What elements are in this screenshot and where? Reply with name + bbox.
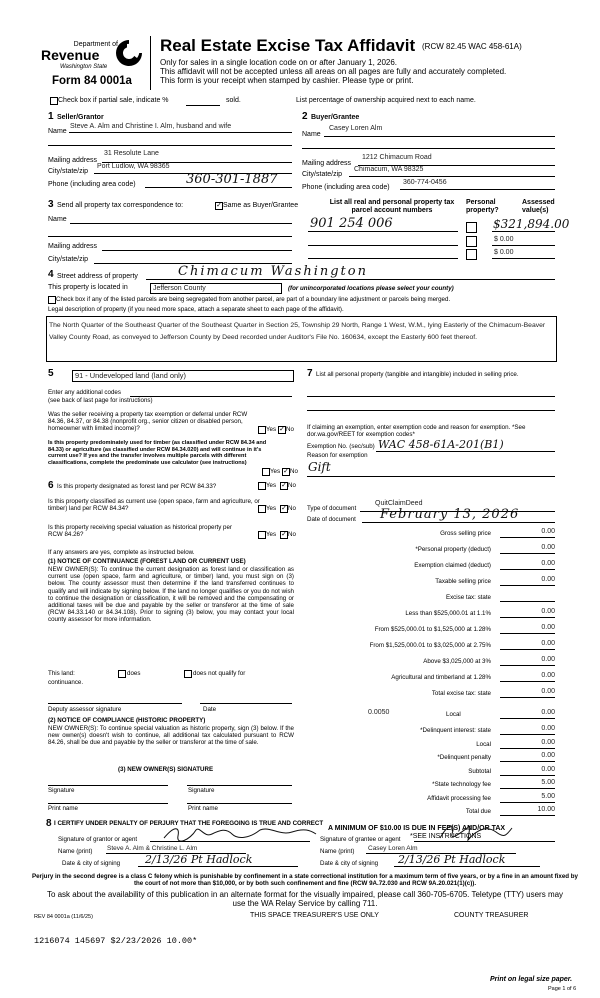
checked-mark-icon: ✓ (281, 531, 287, 538)
document-date-label: Date of document (307, 516, 356, 523)
notice-3-heading: (3) NEW OWNER(S) SIGNATURE (118, 766, 214, 773)
parcel-head-1: List all real and personal property tax (329, 199, 455, 206)
additional-codes-note: (see back of last page for instructions) (48, 397, 153, 404)
historic-question: Is this property receiving special valuation as historical property per RCW 84.26? (48, 524, 232, 539)
form-number: Form 84 0001a (52, 75, 132, 87)
tax-row-value[interactable]: 5.00 (541, 779, 555, 786)
section-3-mail-label: Mailing address (48, 243, 98, 250)
does-not-qualify-checkbox[interactable] (184, 670, 192, 678)
notice-2-body: NEW OWNER(S): To continue special valuation as historic property, sign (3) below. If the new owner(s) doesn't wish to continue, all additional tax calculated pursuant to RCW 84.26, shall be due and payable by the seller or transferor at the time of sale. (48, 725, 294, 747)
local-value[interactable]: 0.00 (541, 709, 555, 716)
form-title-ref: (RCW 82.45 WAC 458-61A) (422, 42, 522, 51)
grantee-date-value[interactable]: 2/13/26 Pt Hadlock (398, 853, 506, 866)
perjury-note: Perjury in the second degree is a class C felony which is punishable by confinement in a state correctional institution for a maximum term of five years, or by a fine in an amount fixed by the court of not more than $10,000, or by both such confinement and fine (RCW 9A.72.030 and RCW 9A.20.021(1)(c)). (31, 873, 578, 888)
forest-land-question: Is this property designated as forest land per RCW 84.33? (57, 483, 217, 490)
tax-row-value[interactable]: 0.00 (541, 544, 555, 551)
section-3-name-label: Name (48, 216, 67, 223)
tax-row-label: Total excise tax: state (431, 690, 491, 697)
grantor-signature-label: Signature of grantor or agent (58, 836, 138, 843)
seller-city-value[interactable]: Port Ludlow, WA 98365 (97, 163, 170, 170)
tax-row-label: Local (476, 740, 491, 748)
tax-row-label: From $1,525,000.01 to $3,025,000 at 2.75% (369, 642, 491, 649)
q2-no-checkbox[interactable] (282, 468, 290, 476)
buyer-phone-label: Phone (including area code) (302, 184, 390, 191)
grantor-date-label: Date & city of signing (62, 860, 121, 867)
parcel-head-2: parcel account numbers (351, 207, 433, 214)
section-3-city-label: City/state/zip (48, 256, 89, 263)
buyer-city-value[interactable]: Chimacum, WA 98325 (354, 166, 424, 173)
q4-yes-checkbox[interactable] (258, 505, 266, 513)
legal-description-text: The North Quarter of the Southeast Quarter of the Southeast Quarter in Section 25, Township 29 North, Range 1 West, W.M., lying Easterly of the Chimacum-Beaver Valley County Road, as conveyed to Jefferson County by Deed recorded under Auditor's File No. 160634, except the Easterly 600 feet thereof. (49, 322, 546, 341)
section-3-number: 3 (48, 199, 54, 210)
assessed-head-1: Assessed (522, 199, 555, 206)
see-instructions-note: *SEE INSTRUCTIONS (410, 833, 482, 840)
assessed-head-2: value(s) (522, 207, 549, 214)
exemption-no-value[interactable]: WAC 458-61A-201(B1) (378, 438, 504, 451)
buyer-city-label: City/state/zip (302, 171, 343, 178)
logo-dept-line: Department of (73, 41, 118, 48)
same-as-buyer-label: Same as Buyer/Grantee (223, 202, 299, 209)
q2-yes-label: Yes (270, 468, 281, 475)
seller-phone-label: Phone (including area code) (48, 181, 136, 188)
legal-desc-label: Legal description of property (if you need more space, attach a separate sheet to each page of the affidavit). (48, 306, 344, 313)
tax-row-value[interactable]: 5.00 (541, 792, 555, 800)
form-title: Real Estate Excise Tax Affidavit (160, 36, 416, 55)
continuance-label: continuance. (48, 679, 84, 686)
seller-name-label: Name (48, 128, 67, 135)
grantor-date-value[interactable]: 2/13/26 Pt Hadlock (145, 853, 253, 866)
grantee-date-label: Date & city of signing (320, 860, 379, 867)
header-line-2: This affidavit will not be accepted unless all areas on all pages are fully and accurately completed. (160, 67, 507, 76)
checked-mark-icon: ✓ (279, 426, 285, 433)
buyer-heading: Buyer/Grantee (311, 114, 360, 121)
grantor-name-print-label: Name (print) (58, 848, 93, 855)
tax-row-label: *Personal property (deduct) (415, 546, 491, 553)
tax-row-label: Agricultural and timberland at 1.28% (391, 674, 491, 681)
tax-row-value[interactable]: 0.00 (541, 672, 555, 679)
tax-row-value[interactable]: 0.00 (541, 688, 555, 695)
logo-state: Washington State (60, 64, 108, 70)
tax-row-value[interactable]: 0.00 (541, 725, 555, 732)
does-qualify-checkbox[interactable] (118, 670, 126, 678)
does-not-label: does not qualify for (193, 670, 246, 677)
exemption-no-label: Exemption No. (sec/sub) (307, 443, 375, 450)
assessed-value-2[interactable]: $ 0.00 (494, 236, 514, 243)
tax-row-label: *Delinquent interest: state (420, 727, 491, 734)
tax-row-label: *State technology fee (432, 781, 491, 788)
header-line-1: Only for sales in a single location code on or after January 1, 2026. (160, 58, 398, 67)
deputy-signature-label: Deputy assessor signature (48, 706, 122, 713)
legal-description-box[interactable] (46, 316, 557, 362)
does-label: does (127, 670, 141, 677)
seller-name-value[interactable]: Steve A. Alm and Christine I. Alm, husband and wife (70, 123, 232, 130)
if-yes-note: If any answers are yes, complete as instructed below. (48, 549, 195, 556)
q4-yes-label: Yes (266, 505, 277, 512)
timber-agriculture-question: Is this property predominately used for timber (as classified under RCW 84.34 and 84.33) or agriculture (as classified under RCW 84.34.020) and will continue in it's current use? If yes and the transfer involves multiple parcels with different classifications, complete the predominate use calculator (see instructions) (48, 440, 267, 466)
tax-row-value[interactable]: 0.00 (541, 656, 555, 663)
tax-row-value[interactable]: 0.00 (541, 608, 555, 615)
q1-no-label: No (286, 426, 294, 433)
buyer-mail-label: Mailing address (302, 160, 352, 167)
q3-no-checkbox[interactable] (280, 482, 288, 490)
tax-row-value[interactable]: 0.00 (541, 528, 555, 535)
county-treasurer-label: COUNTY TREASURER (454, 912, 529, 919)
county-value: Jefferson County (153, 285, 206, 292)
section-2-number: 2 (302, 111, 308, 122)
street-label: Street address of property (57, 273, 138, 280)
certify-statement: I CERTIFY UNDER PENALTY OF PERJURY THAT THE FOREGOING IS TRUE AND CORRECT (54, 820, 324, 827)
seller-mail-label: Mailing address (48, 157, 98, 164)
section-8-number: 8 (46, 818, 52, 829)
new-owner-print-2: Print name (188, 805, 218, 812)
segregate-label: Check box if any of the listed parcels are being segregated from another parcel, are part of a boundary line adjustment or parcels being merged. (56, 296, 451, 303)
header-line-3: This form is your receipt when stamped by cashier. Please type or print. (160, 76, 414, 85)
document-date-value[interactable]: February 13, 2026 (380, 507, 520, 522)
tax-row-label: Less than $525,000.01 at 1.1% (405, 610, 491, 617)
q3-yes-label: Yes (266, 482, 277, 489)
seller-city-label: City/state/zip (48, 168, 89, 175)
treasurer-use-label: THIS SPACE TREASURER'S USE ONLY (250, 912, 379, 919)
q1-yes-checkbox[interactable] (258, 426, 266, 434)
section-6-number: 6 (48, 480, 54, 491)
assessed-value-1[interactable]: $321,894.00 (493, 217, 570, 231)
exemption-instructions: If claiming an exemption, enter exemption code and reason for exemption. *See dor.wa.gov/REET for exemption codes* (307, 424, 526, 439)
tax-row-value[interactable]: 0.00 (541, 752, 555, 759)
legal-paper-note: Print on legal size paper. (490, 976, 573, 983)
tax-row-value[interactable]: 10.00 (537, 806, 555, 813)
segregate-checkbox[interactable] (48, 296, 56, 304)
checked-mark-icon: ✓ (281, 505, 287, 512)
tax-row-value[interactable]: 0.00 (541, 738, 555, 746)
personal-property-checkbox-3[interactable] (466, 249, 477, 260)
tax-row-label: Excise tax: state (445, 594, 491, 601)
personal-property-checkbox-2[interactable] (466, 236, 477, 247)
notice-2-heading: (2) NOTICE OF COMPLIANCE (HISTORIC PROPERTY) (48, 717, 206, 724)
partial-sale-checkbox[interactable] (50, 97, 58, 105)
new-owner-signature-1: Signature (48, 787, 75, 794)
additional-codes-label: Enter any additional codes (48, 389, 121, 396)
buyer-name-value[interactable]: Casey Loren Alm (329, 125, 383, 132)
tax-row-label: From $525,000.01 to $1,525,000 at 1.28% (374, 626, 491, 633)
q5-no-label: No (288, 531, 296, 538)
minimum-due-note: A MINIMUM OF $10.00 IS DUE IN FEE(S) AND/OR TAX (328, 825, 506, 832)
partial-sale-label: Check box if partial sale, indicate % (58, 97, 169, 104)
checked-mark-icon: ✓ (283, 468, 289, 475)
q4-no-checkbox[interactable] (280, 505, 288, 513)
assessed-value-3[interactable]: $ 0.00 (494, 249, 514, 256)
personal-head-2: property? (466, 207, 499, 214)
tax-row-value[interactable]: 0.00 (541, 765, 555, 773)
checked-mark-icon: ✓ (281, 482, 287, 489)
new-owner-signature-2: Signature (188, 787, 215, 794)
deputy-date-label: Date (203, 706, 217, 713)
exemption-deferral-question: Was the seller receiving a property tax exemption or deferral under RCW 84.36, 84.37, or 84.38 (nonprofit org., senior citizen or disabled person, homeowner with limited income)? (48, 411, 248, 433)
reason-value[interactable]: Gift (308, 460, 331, 474)
q3-yes-checkbox[interactable] (258, 482, 266, 490)
sold-label: sold. (226, 97, 241, 104)
tax-row-label: Taxable selling price (435, 578, 491, 585)
tax-row-value[interactable]: 0.00 (541, 560, 555, 567)
q5-yes-label: Yes (266, 531, 277, 538)
tax-row-label: Total due (465, 808, 491, 815)
tax-row-label: Subtotal (468, 767, 491, 775)
q5-no-checkbox[interactable] (280, 531, 288, 539)
seller-phone-value[interactable]: 360-301-1887 (186, 172, 278, 187)
land-use-select[interactable] (72, 370, 294, 382)
grantee-name-print[interactable]: Casey Loren Alm (368, 845, 418, 852)
tax-row-label: Gross selling price (440, 530, 491, 537)
q2-no-label: No (290, 468, 298, 475)
section-5-number: 5 (48, 368, 54, 379)
q5-yes-checkbox[interactable] (258, 531, 266, 539)
buyer-phone-value[interactable]: 360-774-0456 (403, 179, 447, 186)
checked-mark-icon: ✓ (216, 202, 222, 209)
same-as-buyer-checkbox[interactable] (215, 202, 223, 210)
logo-revenue: Revenue (41, 47, 100, 63)
section-1-number: 1 (48, 111, 54, 122)
tax-row-value[interactable]: 0.00 (541, 624, 555, 631)
section-4-number: 4 (48, 269, 54, 280)
street-value[interactable]: Chimacum Washington (178, 264, 368, 279)
land-use-value: 91 - Undeveloped land (land only) (75, 371, 186, 380)
tax-row-value[interactable]: 0.00 (541, 640, 555, 647)
located-label: This property is located in (48, 284, 128, 291)
unincorporated-note: (for unincorporated locations please select your county) (288, 285, 454, 292)
buyer-name-label: Name (302, 131, 321, 138)
grantee-signature-label: Signature of grantee or agent (320, 836, 401, 843)
q1-no-checkbox[interactable] (278, 426, 286, 434)
grantee-name-print-label: Name (print) (320, 848, 355, 855)
cashier-stamp: 1216074 145697 $2/23/2026 10.00* (34, 936, 198, 946)
reason-label: Reason for exemption (307, 452, 368, 459)
q2-yes-checkbox[interactable] (262, 468, 270, 476)
section-7-number: 7 (307, 368, 313, 379)
this-land-label: This land: (48, 670, 75, 677)
new-owner-print-1: Print name (48, 805, 78, 812)
county-select[interactable] (150, 283, 282, 294)
section-7-label: List all personal property (tangible and intangible) included in selling price. (316, 371, 519, 378)
tax-row-value[interactable]: 0.00 (541, 576, 555, 583)
personal-head-1: Personal (466, 199, 496, 206)
revenue-logo-icon (113, 38, 145, 68)
tax-row-label: Exemption claimed (deduct) (414, 562, 491, 569)
tax-row-label: Affidavit processing fee (427, 794, 491, 802)
parcel-number-1[interactable]: 901 254 006 (310, 216, 393, 231)
q4-no-label: No (288, 505, 296, 512)
grantor-name-print[interactable]: Steve A. Alm & Christine L. Alm (107, 845, 198, 852)
section-3-label: Send all property tax correspondence to: (57, 202, 184, 209)
page-number: Page 1 of 6 (548, 986, 577, 992)
tax-row-label: *Delinquent penalty (437, 754, 491, 761)
document-type-value[interactable]: QuitClaimDeed (375, 500, 423, 507)
local-label: Local (446, 711, 461, 718)
ownership-note: List percentage of ownership acquired next to each name. (296, 97, 476, 104)
q1-yes-label: Yes (266, 426, 277, 433)
local-rate[interactable]: 0.0050 (368, 709, 390, 716)
buyer-mail-value[interactable]: 1212 Chimacum Road (362, 154, 432, 161)
notice-1-heading: (1) NOTICE OF CONTINUANCE (FOREST LAND OR CURRENT USE) (48, 558, 246, 565)
seller-heading: Seller/Grantor (57, 114, 104, 121)
personal-property-checkbox-1[interactable] (466, 222, 477, 233)
current-use-question: Is this property classified as current use (open space, farm and agriculture, or timber) land per RCW 84.34? (48, 498, 260, 513)
revision-label: REV 84 0001a (11/6/25) (34, 914, 93, 920)
tax-row-label: Above $3,025,000 at 3% (423, 658, 491, 665)
document-type-label: Type of document (307, 505, 357, 512)
seller-mail-value[interactable]: 31 Resolute Lane (104, 150, 159, 157)
q3-no-label: No (288, 482, 296, 489)
notice-1-body: NEW OWNER(S): To continue the current designation as forest land or classification as current use (open space, farm and agriculture, or timber) land, you must sign on (3) below. The county assessor must then determine if the land transferred continues to qualify and will indicate by signing below. If the land no longer qualifies or you do not wish to continue the designation or classification, it will be removed and the compensating or additional taxes will be due and payable by the seller or transferor at the time of sale (RCW 84.33.140 or 84.34.108). Prior to signing (3) below, you may contact your local county assessor for more information. (48, 566, 294, 624)
availability-note: To ask about the availability of this publication in an alternate format for the visually impaired, please call 360-705-6705. Teletype (TTY) users may use the WA Relay Service by calling 711. (46, 890, 564, 908)
